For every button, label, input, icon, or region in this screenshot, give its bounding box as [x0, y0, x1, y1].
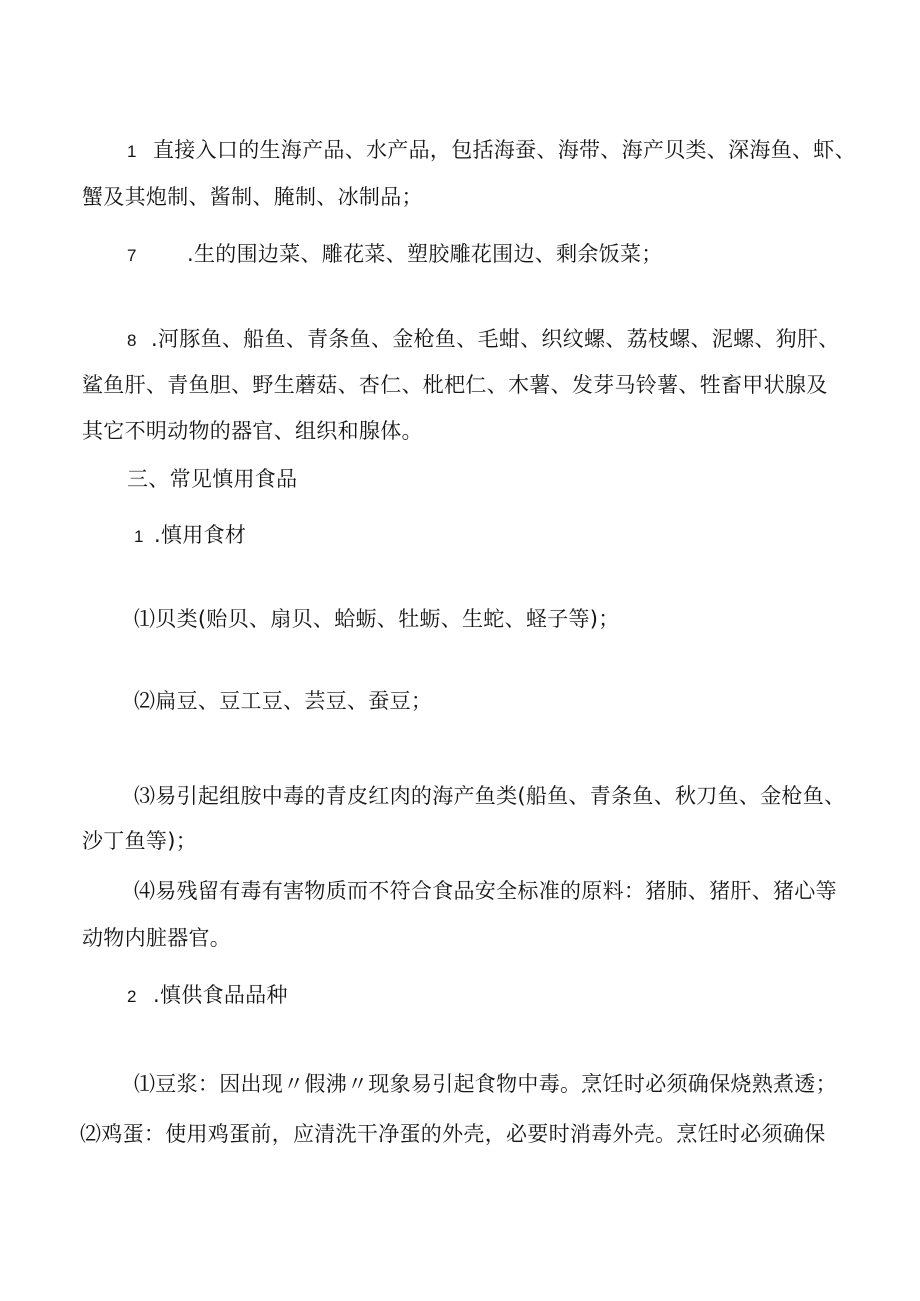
paragraph-line [82, 826, 197, 856]
paragraph-line [82, 416, 423, 446]
list-number: 1 [127, 142, 137, 161]
line-text: ⑴豆浆：因出现〃假沸〃现象易引起食物中毒。烹饪时必须确保烧熟煮透； [134, 1072, 837, 1096]
subsection-heading [127, 980, 288, 1012]
paragraph-line [134, 876, 837, 906]
section-heading [127, 464, 297, 494]
paragraph-line [127, 239, 663, 271]
paragraph-line [127, 324, 840, 356]
line-text: ⑵鸡蛋：使用鸡蛋前，应清洗干净蛋的外壳，必要时消毒外壳。烹饪时必须确保 [80, 1122, 826, 1146]
paragraph-line [82, 370, 828, 400]
subsection-heading [134, 520, 246, 552]
line-text: ⑶易引起组胺中毒的青皮红肉的海产鱼类(船鱼、青条鱼、秋刀鱼、金枪鱼、 [134, 784, 846, 808]
line-text: .河豚鱼、船鱼、青条鱼、金枪鱼、毛蚶、织纹螺、荔枝螺、泥螺、狗肝、 [151, 327, 840, 351]
paragraph-line [134, 1069, 837, 1099]
line-text: .生的围边菜、雕花菜、塑胶雕花围边、剩余饭菜； [187, 242, 663, 266]
list-number: 8 [127, 331, 137, 350]
heading-text: 三、常见慎用食品 [127, 467, 298, 491]
line-text: 蟹及其炮制、酱制、腌制、冰制品； [82, 185, 423, 209]
list-number: 7 [127, 246, 137, 265]
line-text: 鲨鱼肝、青鱼胆、野生蘑菇、杏仁、枇杷仁、木薯、发芽马铃薯、牲畜甲状腺及 [82, 373, 828, 397]
line-text: 动物内脏器官。 [82, 926, 232, 950]
line-text: .慎用食材 [154, 523, 247, 547]
paragraph-line [82, 923, 231, 953]
paragraph-line [134, 604, 620, 634]
line-text: ⑵扁豆、豆工豆、芸豆、蚕豆； [134, 689, 433, 713]
paragraph-line [134, 781, 845, 811]
line-text: ⑴贝类(贻贝、扇贝、蛤蛎、牡蛎、生蛇、蛏子等)； [134, 607, 620, 631]
line-text: 其它不明动物的器官、组织和腺体。 [82, 419, 423, 443]
line-text: .慎供食品品种 [153, 983, 288, 1007]
paragraph-line [82, 182, 423, 212]
paragraph-line [127, 135, 856, 167]
line-text: 直接入口的生海产品、水产品，包括海蚕、海带、海产贝类、深海鱼、虾、 [153, 138, 856, 162]
list-number: 2 [127, 987, 137, 1006]
list-number: 1 [134, 527, 144, 546]
paragraph-line [134, 686, 432, 716]
line-text: 沙丁鱼等)； [82, 829, 197, 853]
paragraph-line [80, 1119, 826, 1149]
line-text: ⑷易残留有毒有害物质而不符合食品安全标准的原料：猪肺、猪肝、猪心等 [134, 879, 837, 903]
